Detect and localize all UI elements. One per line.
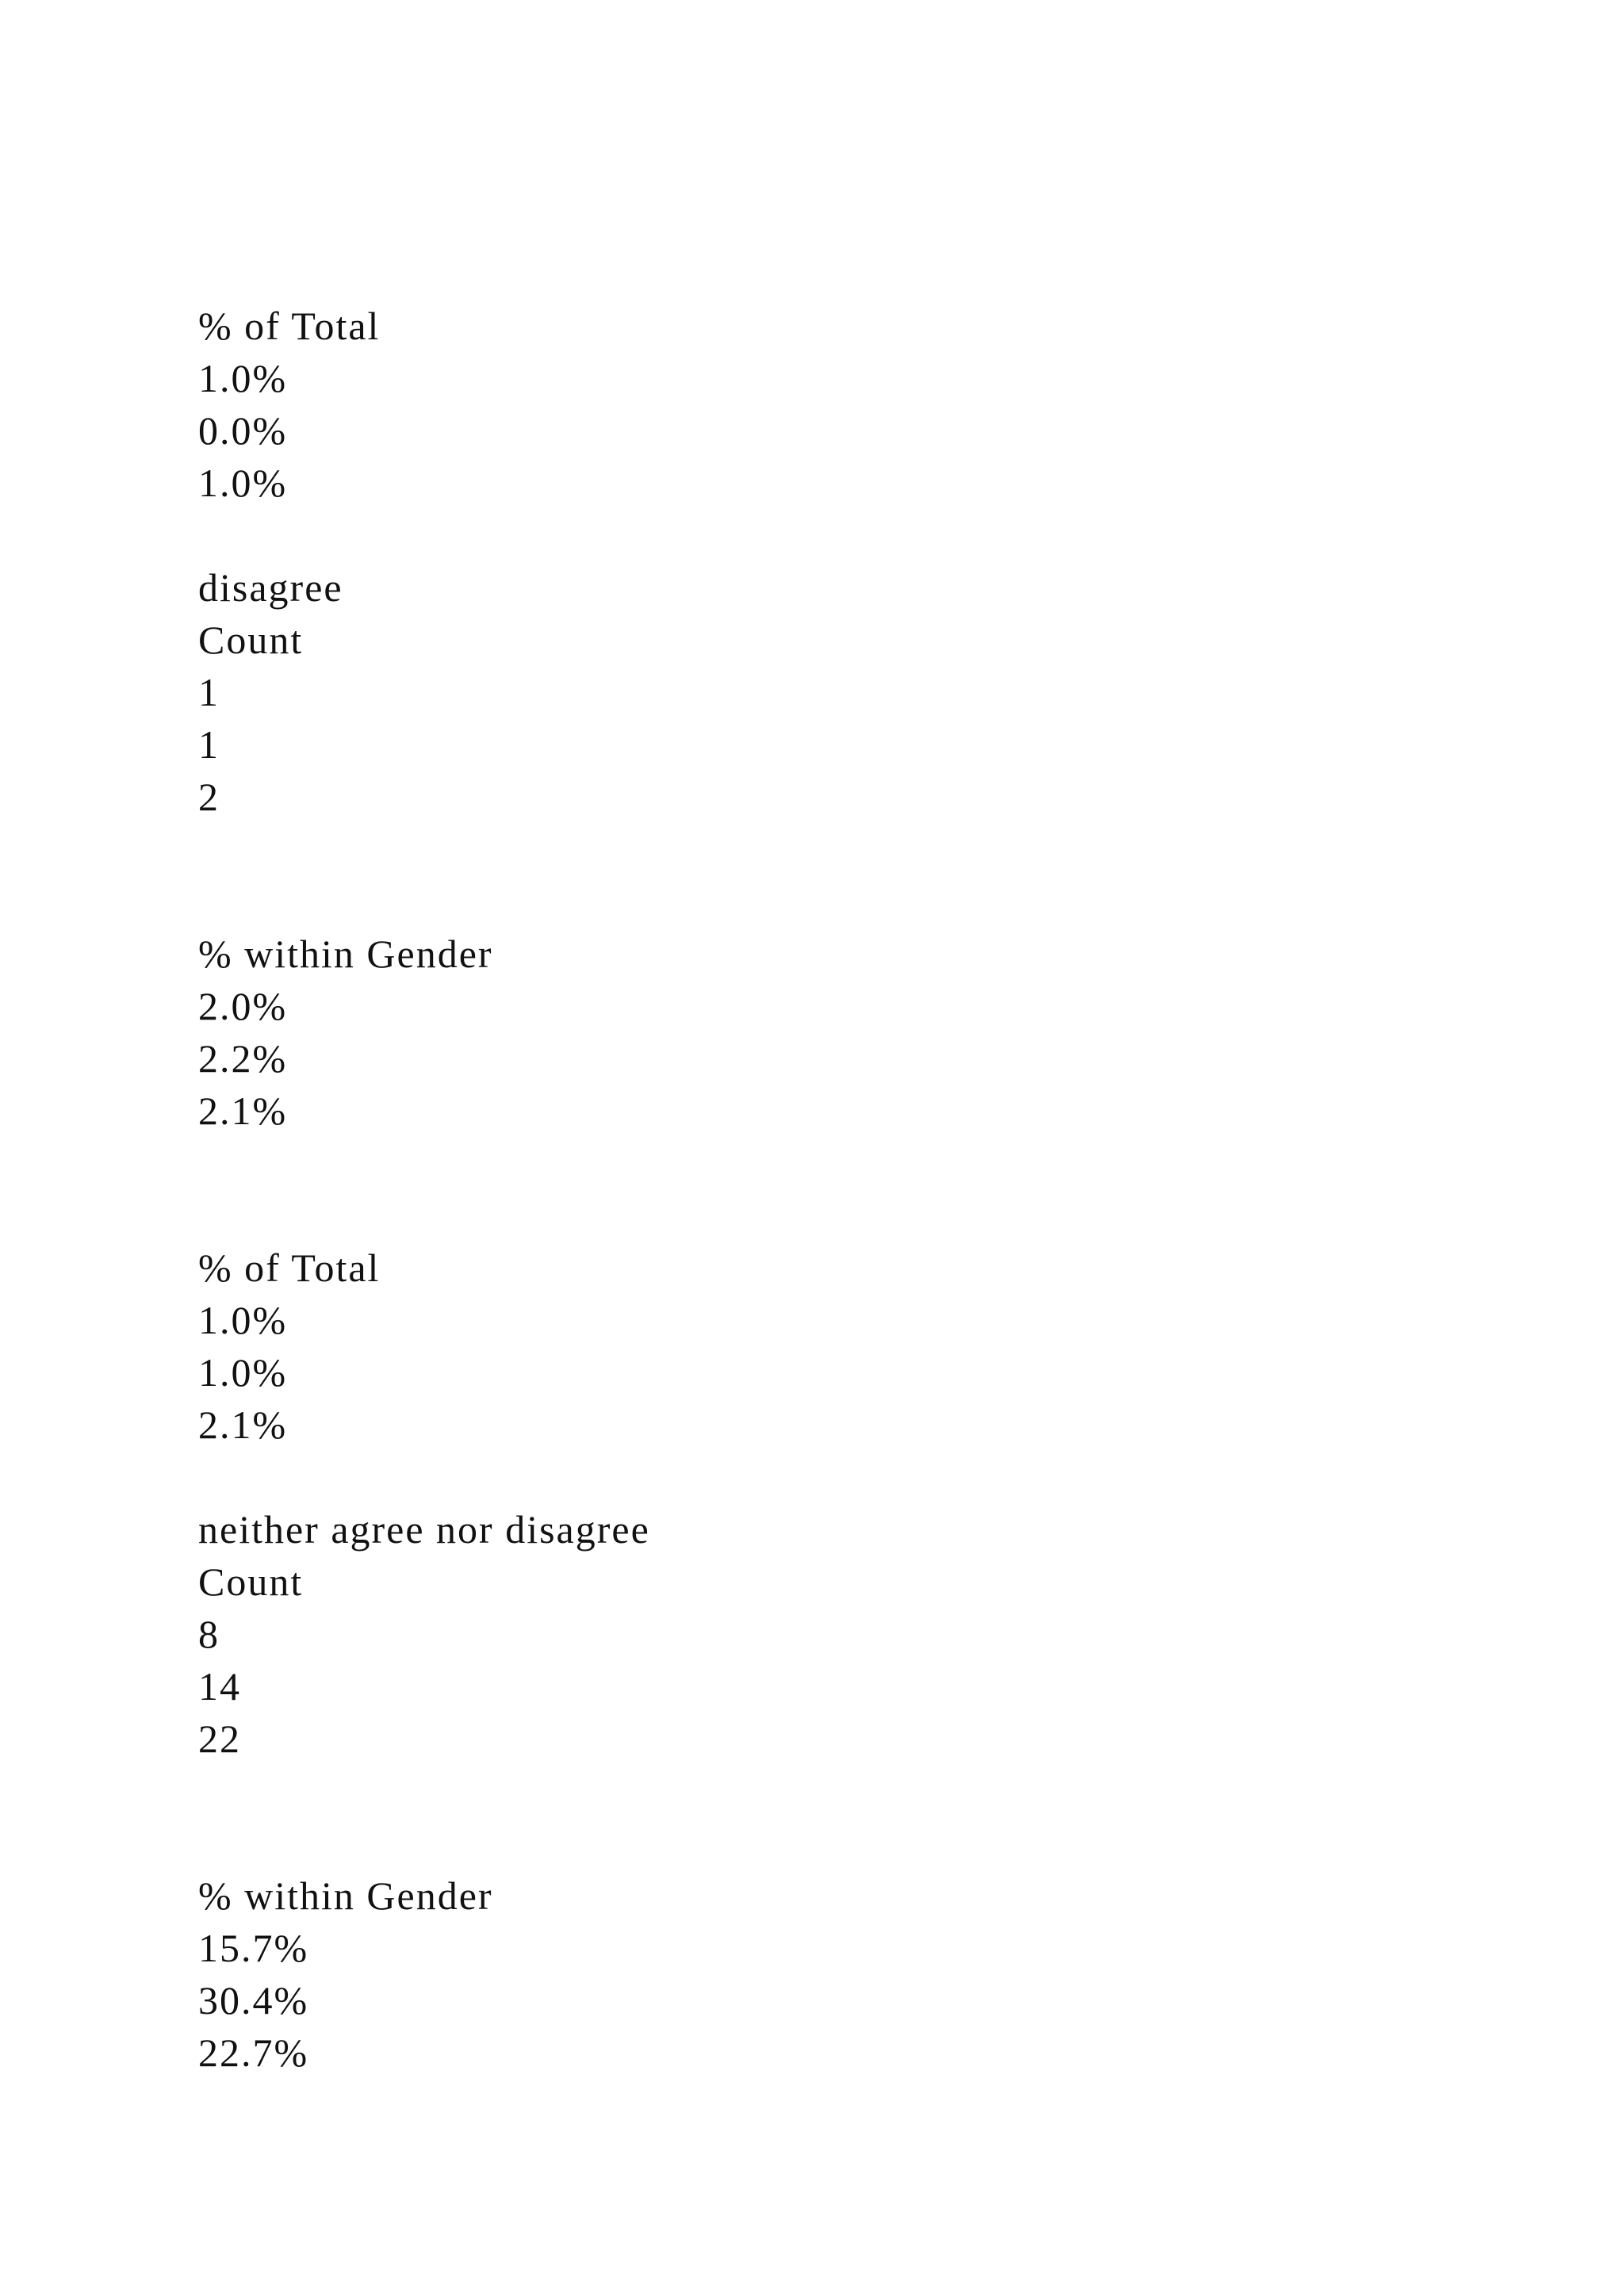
value-line: 15.7%: [198, 1926, 309, 1970]
value-line: 22.7%: [198, 2030, 309, 2075]
spacer: [198, 1137, 1467, 1242]
value-line: 2.0%: [198, 984, 288, 1028]
row-label: Count: [198, 618, 304, 662]
value-line: 14: [198, 1664, 241, 1709]
category-label: disagree: [198, 565, 343, 610]
value-line: 1.0%: [198, 461, 288, 505]
row-label: % of Total: [198, 304, 381, 348]
category-label: neither agree nor disagree: [198, 1507, 650, 1552]
value-line: 1: [198, 670, 220, 714]
value-line: 1.0%: [198, 1298, 288, 1342]
row-label: Count: [198, 1559, 304, 1604]
value-line: 0.0%: [198, 408, 288, 453]
value-line: 1.0%: [198, 356, 288, 400]
spacer: [198, 1765, 1467, 1869]
value-line: 1: [198, 722, 220, 767]
value-line: 1.0%: [198, 1350, 288, 1395]
value-line: 8: [198, 1612, 220, 1656]
value-line: 2: [198, 775, 220, 819]
spacer: [198, 509, 1467, 561]
value-line: 2.2%: [198, 1036, 288, 1081]
spacer: [198, 1451, 1467, 1503]
value-line: 2.1%: [198, 1402, 288, 1447]
row-label: % within Gender: [198, 932, 493, 976]
crosstab-text-column: [198, 300, 1467, 2079]
spacer: [198, 823, 1467, 928]
row-label: % of Total: [198, 1246, 381, 1290]
value-line: 30.4%: [198, 1978, 309, 2022]
value-line: 22: [198, 1716, 241, 1761]
row-label: % within Gender: [198, 1873, 493, 1918]
value-line: 2.1%: [198, 1089, 288, 1133]
